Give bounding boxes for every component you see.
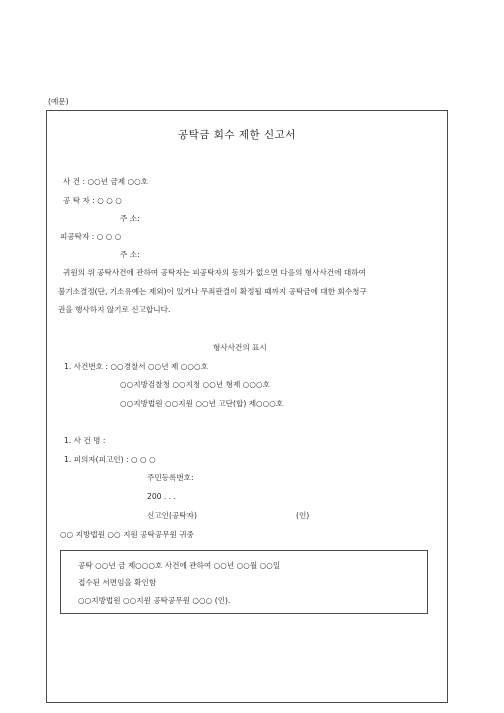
receipt-line-1: 공탁 ○○년 금 제○○○호 사건에 관하여 ○○년 ○○월 ○○일 (78, 561, 281, 570)
receipt-line-2: 접수된 서면임을 확인함 (78, 578, 157, 587)
receipt-line-3: ○○지방법원 ○○지원 공탁공무원 ○○○ (인). (78, 596, 231, 605)
depositor-line: 공 탁 자 : ○ ○ ○ (63, 196, 122, 205)
addressee-line: ○○ 지방법원 ○○ 지원 공탁공무원 귀중 (60, 530, 194, 539)
resident-number-label: 주민등록번호: (147, 473, 194, 482)
example-label: (예문) (48, 97, 69, 106)
document-title: 공탁금 회수 제한 신고서 (178, 129, 296, 141)
reporter-label: 신고인(공탁자) (147, 511, 197, 520)
case-number-line-3: ○○지방법원 ○○지원 ○○년 고단(합) 제○○○호 (120, 399, 284, 408)
beneficiary-address: 주 소: (120, 250, 140, 259)
depositor-address: 주 소: (120, 214, 140, 223)
beneficiary-line: 피공탁자 : ○ ○ ○ (60, 232, 122, 241)
criminal-case-heading: 형사사건의 표시 (213, 343, 267, 352)
seal-label: (인) (296, 511, 310, 520)
date-line: 200 . . . (147, 492, 176, 501)
body-line-2: 불기소결정(단, 기소유예는 제외)이 있거나 무죄판결이 확정될 때까지 공탁금에 대한 회수청구 (58, 287, 367, 296)
case-line: 사 건 : ○○년 금제 ○○호 (63, 177, 149, 186)
body-line-3: 권을 행사하지 않기로 신고합니다. (58, 305, 171, 314)
body-line-1: 귀원의 위 공탁사건에 관하여 공탁자는 피공탁자의 동의가 없으면 다음의 형사사건에 대하여 (63, 268, 366, 277)
case-name-line: 1. 사 건 명 : (64, 436, 106, 445)
suspect-line: 1. 피의자(피고인) : ○ ○ ○ (64, 455, 156, 464)
case-number-line-1: 1. 사건번호 : ○○경찰서 ○○년 제 ○○○호 (64, 362, 209, 371)
case-number-line-2: ○○지방검찰청 ○○지청 ○○년 형제 ○○○호 (120, 380, 270, 389)
